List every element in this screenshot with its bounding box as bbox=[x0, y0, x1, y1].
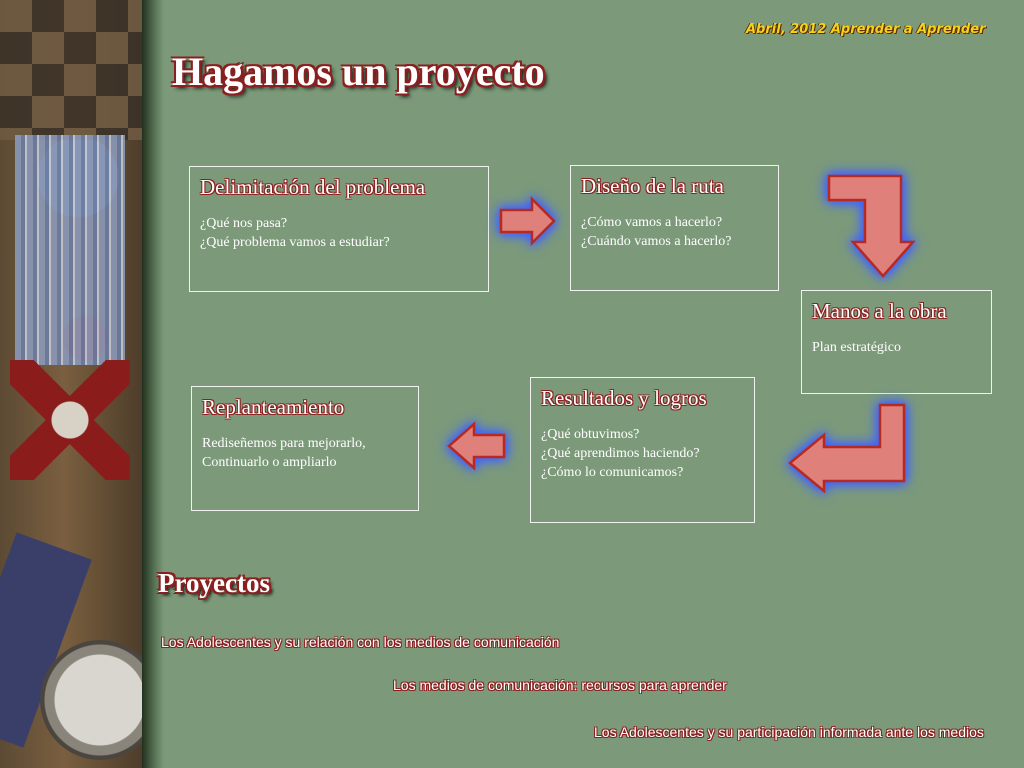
step-line: ¿Qué problema vamos a estudiar? bbox=[200, 235, 390, 250]
step-line: ¿Cómo vamos a hacerlo? bbox=[581, 215, 723, 230]
step-title: Replanteamiento bbox=[202, 395, 345, 419]
arrow-right-icon bbox=[498, 196, 558, 246]
step-title: Manos a la obra bbox=[812, 299, 947, 323]
step-line: ¿Qué obtuvimos? bbox=[541, 427, 640, 442]
decorative-side-image bbox=[0, 0, 142, 768]
step-box-replanteamiento bbox=[191, 386, 419, 511]
step-line: Rediseñemos para mejorarlo, bbox=[202, 436, 366, 451]
step-line: Continuarlo o ampliarlo bbox=[202, 455, 337, 470]
step-box-resultados bbox=[530, 377, 755, 523]
arrow-turn-left-icon bbox=[786, 401, 910, 493]
step-box-diseno bbox=[570, 165, 779, 291]
date-line: Abril, 2012 Aprender a Aprender bbox=[746, 22, 986, 37]
step-title: Delimitación del problema bbox=[200, 175, 426, 199]
compass-decoration bbox=[40, 640, 142, 760]
medal-ribbon-decoration bbox=[15, 135, 125, 365]
projects-heading: Proyectos bbox=[158, 568, 270, 598]
step-line: ¿Qué nos pasa? bbox=[200, 216, 288, 231]
chessboard-decoration bbox=[0, 0, 142, 140]
medal-cross-decoration bbox=[10, 360, 130, 480]
page-title: Hagamos un proyecto bbox=[172, 49, 545, 94]
arrow-turn-down-icon bbox=[825, 170, 917, 282]
step-line: Plan estratégico bbox=[812, 340, 902, 355]
step-line: ¿Cómo lo comunicamos? bbox=[541, 465, 684, 480]
step-title: Diseño de la ruta bbox=[581, 174, 724, 198]
project-link-participacion[interactable]: Los Adolescentes y su participación informada ante los medios bbox=[594, 724, 984, 740]
arrow-left-icon bbox=[444, 420, 508, 472]
step-box-delimitacion bbox=[189, 166, 489, 292]
side-shadow bbox=[142, 0, 164, 768]
project-link-relacion[interactable]: Los Adolescentes y su relación con los medios de comunicación bbox=[161, 634, 560, 650]
step-title: Resultados y logros bbox=[541, 386, 707, 410]
step-box-manos bbox=[801, 290, 992, 394]
project-link-recursos[interactable]: Los medios de comunicación: recursos para aprender bbox=[393, 677, 727, 693]
step-line: ¿Cuándo vamos a hacerlo? bbox=[581, 234, 732, 249]
step-line: ¿Qué aprendimos haciendo? bbox=[541, 446, 700, 461]
